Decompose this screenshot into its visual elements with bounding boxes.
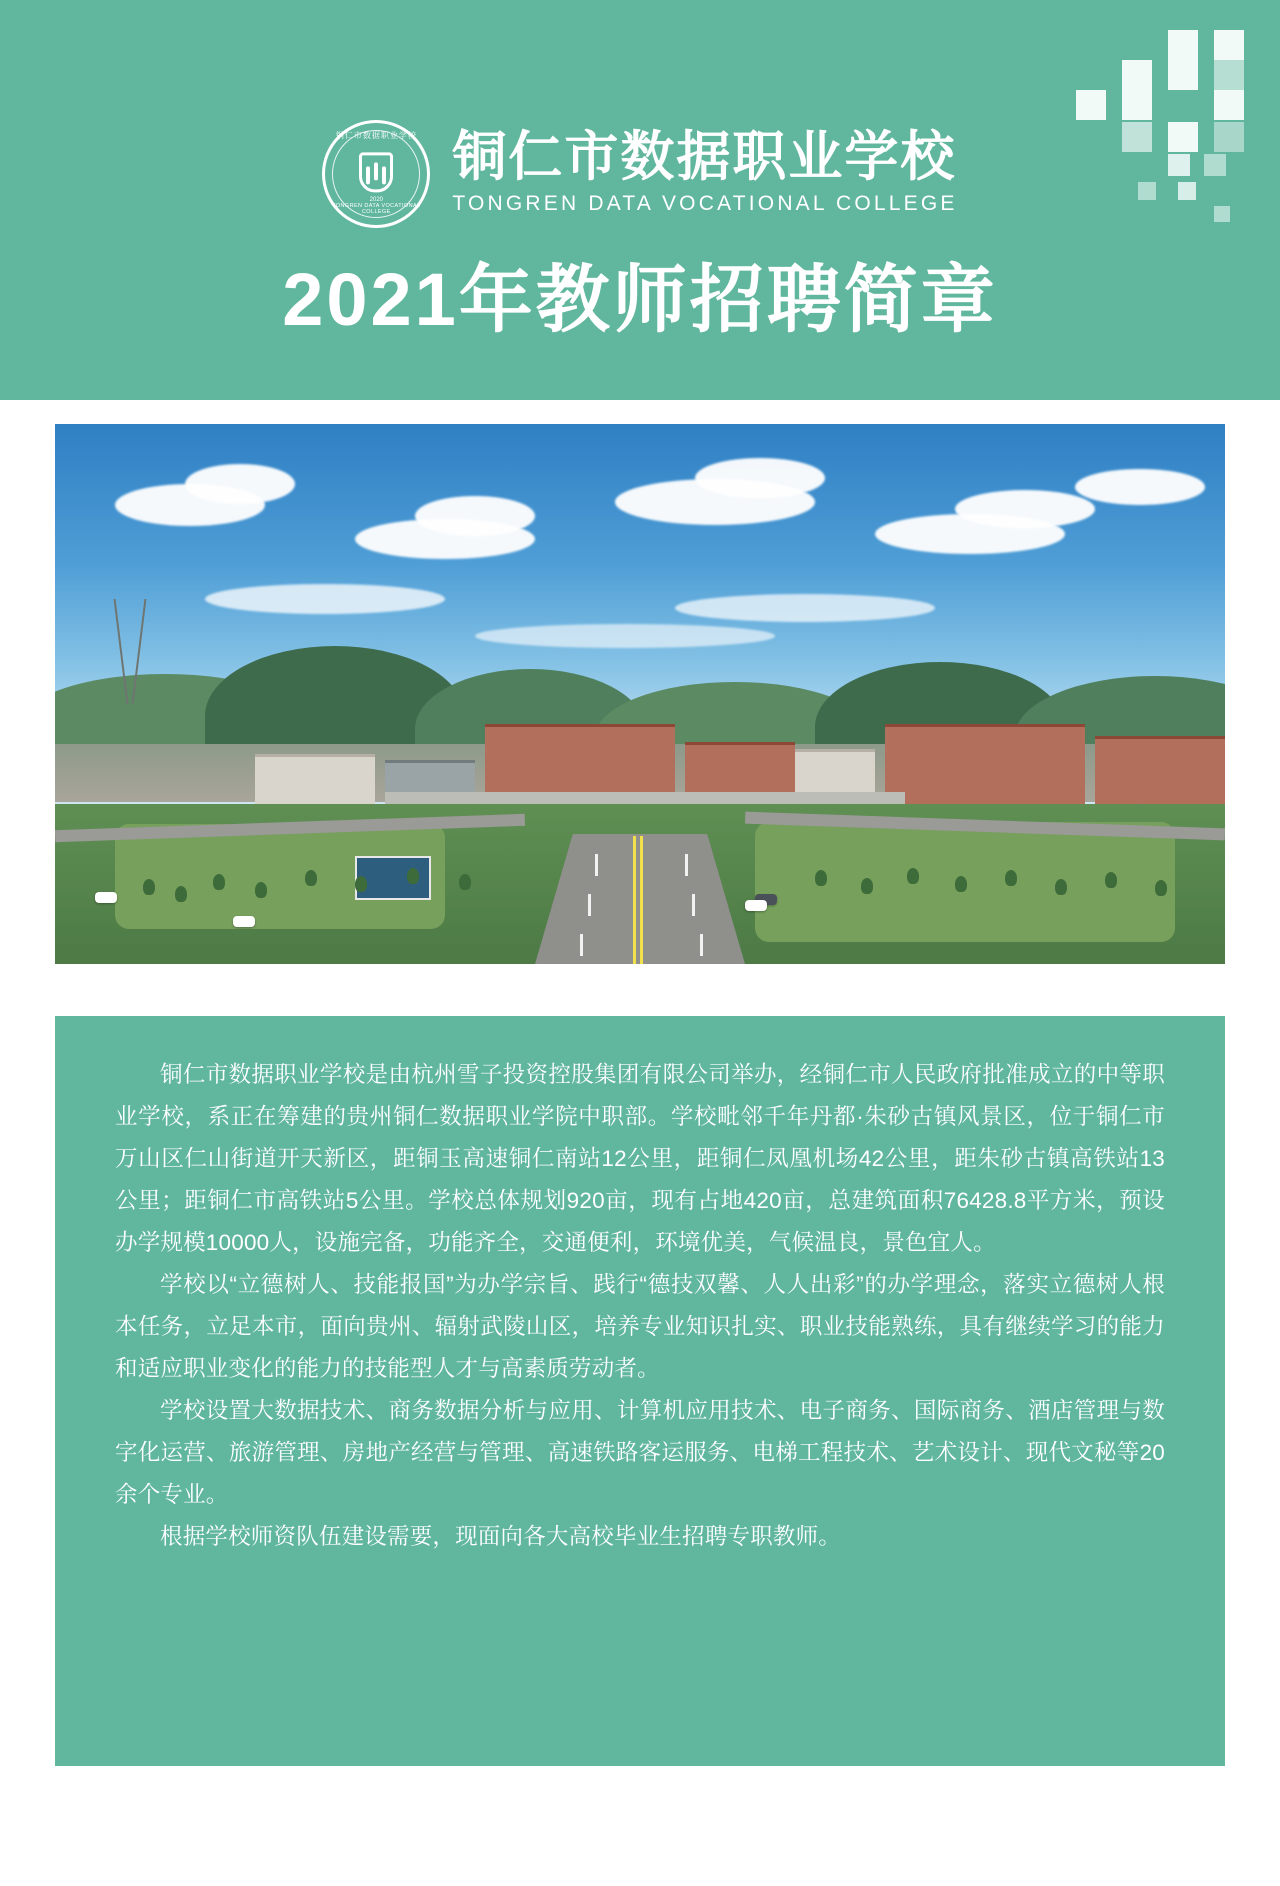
transmission-tower: [117, 599, 143, 704]
school-name-en: TONGREN DATA VOCATIONAL COLLEGE: [452, 192, 958, 216]
school-name-cn: 铜仁市数据职业学校: [452, 127, 957, 188]
paragraph-overview: 铜仁市数据职业学校是由杭州雪子投资控股集团有限公司举办，经铜仁市人民政府批准成立的中等职业学校，系正在筹建的贵州铜仁数据职业学院中职部。学校毗邻千年丹都·朱砂古镇风景区，位于铜仁市万山区仁山街道开天新区，距铜玉高速铜仁南站12公里，距铜仁凤凰机场42公里，距朱砂古镇高铁站13公里；距铜仁市高铁站5公里。学校总体规划920亩，现有占地420亩，总建筑面积76428.8平方米，预设办学规模10000人，设施完备，功能齐全，交通便利，环境优美，气候温良，景色宜人。: [115, 1062, 1165, 1255]
logo-ring-text-en: TONGREN DATA VOCATIONAL COLLEGE: [332, 203, 421, 215]
brand-lockup: [0, 120, 1280, 228]
school-logo-icon: [322, 120, 430, 228]
intro-text-block: [55, 1016, 1225, 1766]
poster-header: [0, 0, 1280, 400]
campus-billboard: [355, 856, 431, 900]
campus-photo: [55, 424, 1225, 964]
logo-book-icon: [359, 152, 393, 192]
page-margin-left: [0, 400, 55, 1886]
paragraph-philosophy: 学校以“立德树人、技能报国”为办学宗旨、践行“德技双馨、人人出彩”的办学理念，落实立德树人根本任务，立足本市，面向贵州、辐射武陵山区，培养专业知识扎实、职业技能熟练，具有继续学习的能力和适应职业变化的能力的技能型人才与高素质劳动者。: [115, 1272, 1165, 1381]
page-title: 2021年教师招聘简章: [282, 258, 998, 341]
logo-ring-text-cn: 铜仁市数据职业学校: [335, 131, 417, 140]
page-margin-right: [1225, 400, 1280, 1886]
logo-year: 2020: [369, 197, 384, 203]
page-margin-bottom: [0, 1766, 1280, 1886]
paragraph-majors: 学校设置大数据技术、商务数据分析与应用、计算机应用技术、电子商务、国际商务、酒店管理与数字化运营、旅游管理、房地产经营与管理、高速铁路客运服务、电梯工程技术、艺术设计、现代文秘等20余个专业。: [115, 1398, 1165, 1507]
paragraph-recruitment: 根据学校师资队伍建设需要，现面向各大高校毕业生招聘专职教师。: [160, 1524, 842, 1549]
